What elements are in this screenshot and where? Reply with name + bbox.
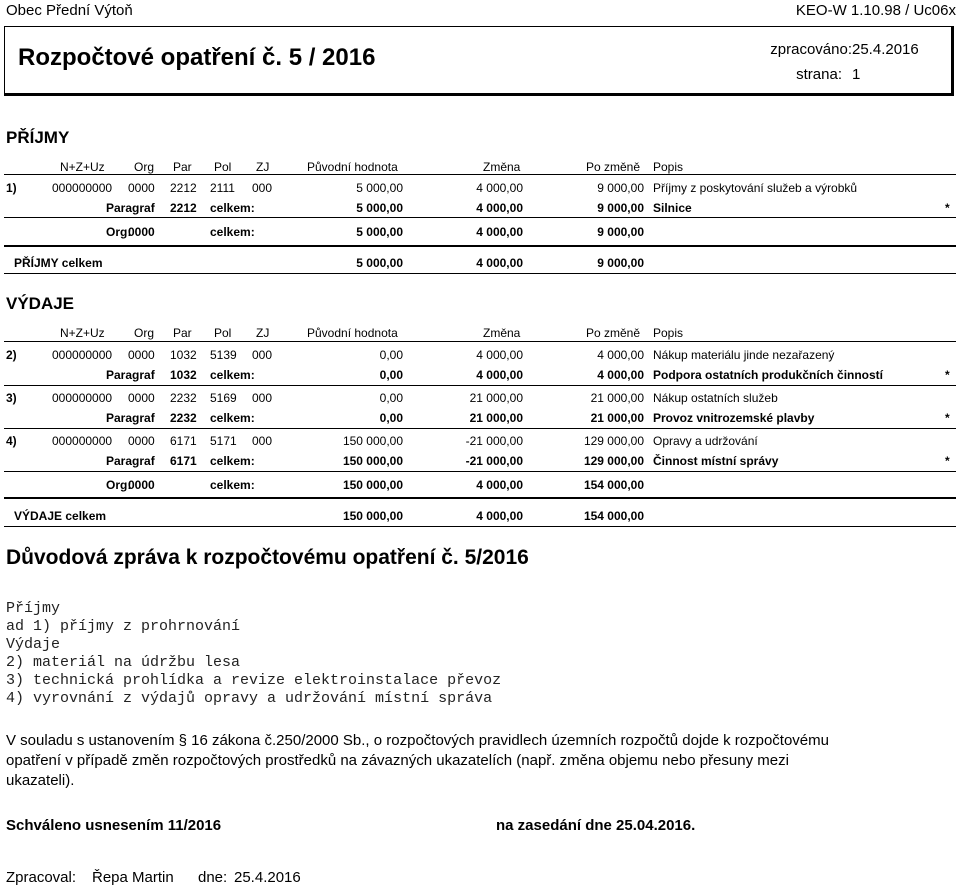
star-marker: *	[945, 411, 950, 425]
par-total-label: celkem:	[210, 368, 255, 382]
cell-change: 4 000,00	[476, 348, 523, 362]
par-original: 0,00	[379, 368, 403, 382]
star-marker: *	[945, 368, 950, 382]
cell-original: 0,00	[379, 391, 403, 405]
par-code: 6171	[170, 454, 197, 468]
section-heading-prijmy: PŘÍJMY	[6, 128, 70, 147]
cell-par: 1032	[170, 348, 197, 362]
par-label: Paragraf	[106, 368, 155, 382]
processed-label: zpracováno:	[770, 41, 852, 58]
cell-pol: 5171	[210, 434, 237, 448]
cell-original: 150 000,00	[342, 434, 403, 448]
col-nzu: N+Z+Uz	[60, 160, 105, 174]
par-code: 2212	[170, 201, 197, 215]
col-after: Po změně	[586, 160, 641, 174]
cell-org: 0000	[128, 348, 155, 362]
col-zj: ZJ	[256, 326, 270, 340]
legal-text-line: ukazateli).	[6, 772, 75, 789]
par-label: Paragraf	[106, 411, 155, 425]
col-original: Původní hodnota	[307, 326, 398, 340]
page-label: strana:	[796, 66, 842, 83]
org-label: Org:	[106, 478, 132, 492]
par-change: -21 000,00	[465, 454, 523, 468]
prepared-label: Zpracoval:	[6, 869, 77, 886]
col-nzu: N+Z+Uz	[60, 326, 105, 340]
date-label: dne:	[198, 869, 228, 886]
col-pol: Pol	[214, 326, 232, 340]
divider	[4, 245, 956, 247]
cell-zj: 000	[252, 434, 273, 448]
org-original: 5 000,00	[356, 225, 403, 239]
divider	[4, 174, 956, 175]
report-line: Výdaje	[6, 636, 61, 653]
par-after: 9 000,00	[597, 201, 644, 215]
software-version: KEO-W 1.10.98 / Uc06x	[795, 2, 956, 19]
processed-date: 25.4.2016	[852, 41, 919, 58]
par-original: 150 000,00	[342, 454, 403, 468]
cell-par: 2212	[170, 181, 197, 195]
report-title: Důvodová zpráva k rozpočtovému opatření č. 5/2016	[6, 546, 529, 569]
report-line: ad 1) příjmy z prohrnování	[6, 618, 241, 635]
par-total-label: celkem:	[210, 411, 255, 425]
par-original: 5 000,00	[356, 201, 403, 215]
cell-description: Příjmy z poskytování služeb a výrobků	[653, 181, 858, 195]
org-label: Org:	[106, 225, 132, 239]
cell-zj: 000	[252, 181, 273, 195]
cell-original: 0,00	[379, 348, 403, 362]
col-par: Par	[173, 326, 192, 340]
col-change: Změna	[483, 160, 521, 174]
org-after: 9 000,00	[597, 225, 644, 239]
report-line: 2) materiál na údržbu lesa	[6, 654, 241, 671]
col-org: Org	[134, 326, 155, 340]
org-change: 4 000,00	[476, 478, 523, 492]
par-total-label: celkem:	[210, 454, 255, 468]
divider	[4, 217, 956, 218]
cell-org: 0000	[128, 391, 155, 405]
par-after: 21 000,00	[590, 411, 644, 425]
par-original: 0,00	[379, 411, 403, 425]
cell-nzu: 000000000	[52, 348, 113, 362]
document-title: Rozpočtové opatření č. 5 / 2016	[18, 44, 376, 71]
par-name: Podpora ostatních produkčních činností	[653, 368, 884, 382]
row-number: 2)	[6, 348, 17, 362]
page-number: 1	[852, 66, 861, 83]
cell-description: Opravy a udržování	[653, 434, 758, 448]
grand-total-change: 4 000,00	[476, 256, 523, 270]
divider	[4, 385, 956, 386]
prepared-date: 25.4.2016	[234, 869, 301, 886]
prepared-by: Řepa Martin	[92, 869, 174, 886]
divider	[4, 273, 956, 274]
star-marker: *	[945, 201, 950, 215]
cell-zj: 000	[252, 391, 273, 405]
cell-after: 21 000,00	[590, 391, 644, 405]
par-after: 129 000,00	[583, 454, 644, 468]
meeting-date: na zasedání dne 25.04.2016.	[496, 817, 696, 834]
grand-total-original: 150 000,00	[342, 509, 403, 523]
cell-change: -21 000,00	[465, 434, 523, 448]
par-name: Silnice	[653, 201, 692, 215]
par-name: Provoz vnitrozemské plavby	[653, 411, 815, 425]
row-number: 1)	[6, 181, 17, 195]
star-marker: *	[945, 454, 950, 468]
col-description: Popis	[653, 160, 684, 174]
cell-zj: 000	[252, 348, 273, 362]
org-total-label: celkem:	[210, 478, 255, 492]
cell-par: 6171	[170, 434, 197, 448]
grand-total-after: 154 000,00	[583, 509, 644, 523]
par-label: Paragraf	[106, 201, 155, 215]
row-number: 4)	[6, 434, 17, 448]
cell-after: 9 000,00	[597, 181, 644, 195]
par-name: Činnost místní správy	[653, 454, 779, 468]
report-line: 4) vyrovnání z výdajů opravy a udržování místní správa	[6, 690, 493, 707]
par-code: 1032	[170, 368, 197, 382]
grand-total-label: PŘÍJMY celkem	[14, 256, 103, 270]
legal-text-line: V souladu s ustanovením § 16 zákona č.250/2000 Sb., o rozpočtových pravidlech územních rozpočtů dojde k rozpočtovému	[6, 732, 829, 749]
col-original: Původní hodnota	[307, 160, 398, 174]
cell-org: 0000	[128, 181, 155, 195]
col-org: Org	[134, 160, 155, 174]
par-label: Paragraf	[106, 454, 155, 468]
org-after: 154 000,00	[583, 478, 644, 492]
par-after: 4 000,00	[597, 368, 644, 382]
report-line: 3) technická prohlídka a revize elektroinstalace převoz	[6, 672, 502, 689]
legal-text-line: opatření v případě změn rozpočtových prostředků na závazných ukazatelích (např. změna objemu nebo přesuny mezi	[6, 752, 789, 769]
par-change: 4 000,00	[476, 368, 523, 382]
grand-total-change: 4 000,00	[476, 509, 523, 523]
cell-change: 4 000,00	[476, 181, 523, 195]
col-description: Popis	[653, 326, 684, 340]
divider	[4, 526, 956, 527]
cell-change: 21 000,00	[469, 391, 523, 405]
section-heading-vydaje: VÝDAJE	[6, 294, 75, 313]
row-number: 3)	[6, 391, 17, 405]
cell-original: 5 000,00	[356, 181, 403, 195]
par-total-label: celkem:	[210, 201, 255, 215]
par-code: 2232	[170, 411, 197, 425]
cell-after: 4 000,00	[597, 348, 644, 362]
cell-nzu: 000000000	[52, 391, 113, 405]
cell-after: 129 000,00	[583, 434, 644, 448]
report-line: Příjmy	[6, 600, 61, 617]
cell-pol: 5169	[210, 391, 237, 405]
divider	[4, 471, 956, 472]
org-code: 0000	[128, 478, 155, 492]
cell-pol: 5139	[210, 348, 237, 362]
col-after: Po změně	[586, 326, 641, 340]
cell-description: Nákup ostatních služeb	[653, 391, 778, 405]
divider	[4, 497, 956, 499]
divider	[4, 341, 956, 342]
col-pol: Pol	[214, 160, 232, 174]
approval-resolution: Schváleno usnesením 11/2016	[6, 817, 222, 834]
org-code: 0000	[128, 225, 155, 239]
cell-description: Nákup materiálu jinde nezařazený	[653, 348, 835, 362]
org-original: 150 000,00	[342, 478, 403, 492]
divider	[4, 428, 956, 429]
cell-org: 0000	[128, 434, 155, 448]
cell-par: 2232	[170, 391, 197, 405]
col-par: Par	[173, 160, 192, 174]
cell-pol: 2111	[210, 181, 235, 195]
grand-total-original: 5 000,00	[356, 256, 403, 270]
col-change: Změna	[483, 326, 521, 340]
cell-nzu: 000000000	[52, 181, 113, 195]
par-change: 4 000,00	[476, 201, 523, 215]
org-total-label: celkem:	[210, 225, 255, 239]
par-change: 21 000,00	[469, 411, 523, 425]
municipality-name: Obec Přední Výtoň	[6, 2, 133, 19]
org-change: 4 000,00	[476, 225, 523, 239]
grand-total-label: VÝDAJE celkem	[14, 509, 107, 523]
col-zj: ZJ	[256, 160, 270, 174]
grand-total-after: 9 000,00	[597, 256, 644, 270]
cell-nzu: 000000000	[52, 434, 113, 448]
